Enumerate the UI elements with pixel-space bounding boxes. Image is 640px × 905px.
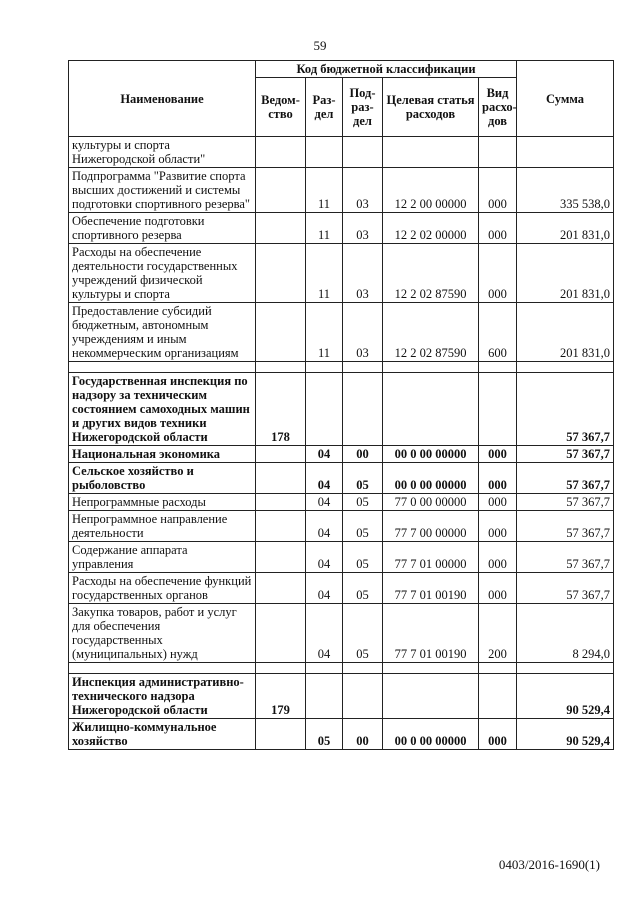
row-vedomstvo (256, 303, 306, 362)
budget-table (68, 60, 614, 750)
row-celevaya: 00 0 00 00000 (383, 719, 479, 750)
row-razdel: 11 (306, 244, 343, 303)
row-sum: 57 367,7 (517, 573, 614, 604)
row-name: Закупка товаров, работ и услуг для обеспечения государственных (муниципальных) нужд (69, 604, 256, 663)
row-celevaya (383, 674, 479, 719)
row-celevaya: 77 7 01 00190 (383, 604, 479, 663)
table-row (69, 573, 614, 604)
row-vid (479, 137, 517, 168)
row-celevaya: 12 2 02 87590 (383, 244, 479, 303)
table-row (69, 137, 614, 168)
row-podrazdel: 05 (343, 511, 383, 542)
row-vid: 000 (479, 168, 517, 213)
spacer-cell (517, 362, 614, 373)
row-sum: 90 529,4 (517, 674, 614, 719)
row-vedomstvo: 179 (256, 674, 306, 719)
row-vedomstvo: 178 (256, 373, 306, 446)
row-sum (517, 137, 614, 168)
row-razdel: 04 (306, 511, 343, 542)
row-razdel: 11 (306, 303, 343, 362)
row-vid (479, 674, 517, 719)
row-vedomstvo (256, 463, 306, 494)
row-celevaya: 00 0 00 00000 (383, 463, 479, 494)
row-podrazdel: 03 (343, 213, 383, 244)
row-sum: 335 538,0 (517, 168, 614, 213)
header-code-group: Код бюджетной классификации (256, 61, 517, 78)
row-vedomstvo (256, 168, 306, 213)
row-name: Сельское хозяйство и рыболовство (69, 463, 256, 494)
spacer-cell (383, 663, 479, 674)
spacer-cell (343, 663, 383, 674)
row-vid: 000 (479, 542, 517, 573)
table-row (69, 446, 614, 463)
row-razdel: 11 (306, 168, 343, 213)
row-celevaya: 77 7 01 00190 (383, 573, 479, 604)
row-vid: 000 (479, 494, 517, 511)
row-razdel (306, 373, 343, 446)
spacer-row (69, 362, 614, 373)
spacer-cell (306, 362, 343, 373)
header-celevaya: Целевая статья расходов (383, 78, 479, 137)
row-vedomstvo (256, 446, 306, 463)
row-name: Национальная экономика (69, 446, 256, 463)
row-celevaya: 00 0 00 00000 (383, 446, 479, 463)
row-vid: 000 (479, 213, 517, 244)
table-row (69, 303, 614, 362)
row-podrazdel (343, 373, 383, 446)
row-sum: 57 367,7 (517, 373, 614, 446)
row-vedomstvo (256, 511, 306, 542)
header-razdel: Раз-дел (306, 78, 343, 137)
header-name: Наименование (69, 61, 256, 137)
row-podrazdel (343, 137, 383, 168)
row-razdel: 05 (306, 719, 343, 750)
row-vid: 000 (479, 463, 517, 494)
spacer-cell (256, 663, 306, 674)
row-sum: 90 529,4 (517, 719, 614, 750)
spacer-cell (479, 663, 517, 674)
row-name: Содержание аппарата управления (69, 542, 256, 573)
row-vid: 000 (479, 244, 517, 303)
row-podrazdel (343, 674, 383, 719)
row-podrazdel: 05 (343, 604, 383, 663)
row-razdel: 04 (306, 604, 343, 663)
row-celevaya: 77 0 00 00000 (383, 494, 479, 511)
row-podrazdel: 00 (343, 719, 383, 750)
row-vid: 000 (479, 719, 517, 750)
row-name: Расходы на обеспечение функций государственных органов (69, 573, 256, 604)
spacer-cell (69, 362, 256, 373)
row-vedomstvo (256, 542, 306, 573)
row-name: Обеспечение подготовки спортивного резерва (69, 213, 256, 244)
row-vedomstvo (256, 137, 306, 168)
row-name: Расходы на обеспечение деятельности государственных учреждений физической культуры и спорта (69, 244, 256, 303)
row-sum: 201 831,0 (517, 244, 614, 303)
row-sum: 8 294,0 (517, 604, 614, 663)
spacer-cell (306, 663, 343, 674)
row-name: Непрограммное направление деятельности (69, 511, 256, 542)
row-vedomstvo (256, 719, 306, 750)
row-razdel (306, 137, 343, 168)
row-podrazdel: 05 (343, 542, 383, 573)
spacer-cell (343, 362, 383, 373)
header-podrazdel: Под-раз-дел (343, 78, 383, 137)
table-row (69, 463, 614, 494)
table-row (69, 719, 614, 750)
row-celevaya: 77 7 01 00000 (383, 542, 479, 573)
row-razdel: 04 (306, 446, 343, 463)
table-row (69, 511, 614, 542)
table-row (69, 168, 614, 213)
table-row (69, 604, 614, 663)
row-vedomstvo (256, 604, 306, 663)
row-name: Жилищно-коммунальное хозяйство (69, 719, 256, 750)
row-celevaya (383, 373, 479, 446)
row-sum: 201 831,0 (517, 213, 614, 244)
row-vedomstvo (256, 244, 306, 303)
row-vedomstvo (256, 573, 306, 604)
spacer-row (69, 663, 614, 674)
row-razdel: 04 (306, 542, 343, 573)
table-row (69, 674, 614, 719)
row-vid: 000 (479, 573, 517, 604)
row-name: культуры и спорта Нижегородской области" (69, 137, 256, 168)
row-name: Инспекция административно-технического надзора Нижегородской области (69, 674, 256, 719)
row-podrazdel: 05 (343, 573, 383, 604)
row-name: Предоставление субсидий бюджетным, автономным учреждениям и иным некоммерческим организациям (69, 303, 256, 362)
header-vedomstvo: Ведом-ство (256, 78, 306, 137)
table-row (69, 244, 614, 303)
table-row (69, 542, 614, 573)
table-row (69, 373, 614, 446)
row-name: Подпрограмма "Развитие спорта высших достижений и системы подготовки спортивного резерва" (69, 168, 256, 213)
row-razdel: 04 (306, 494, 343, 511)
row-sum: 201 831,0 (517, 303, 614, 362)
row-podrazdel: 03 (343, 303, 383, 362)
header-sum: Сумма (517, 61, 614, 137)
row-vid: 200 (479, 604, 517, 663)
row-sum: 57 367,7 (517, 542, 614, 573)
row-vid: 000 (479, 511, 517, 542)
row-sum: 57 367,7 (517, 463, 614, 494)
row-celevaya: 12 2 02 00000 (383, 213, 479, 244)
row-vid: 000 (479, 446, 517, 463)
row-name: Государственная инспекция по надзору за техническим состоянием самоходных машин и других видов техники Нижегородской области (69, 373, 256, 446)
row-razdel: 11 (306, 213, 343, 244)
spacer-cell (69, 663, 256, 674)
row-celevaya (383, 137, 479, 168)
row-sum: 57 367,7 (517, 511, 614, 542)
table-row (69, 213, 614, 244)
spacer-cell (479, 362, 517, 373)
row-podrazdel: 03 (343, 168, 383, 213)
table-body (69, 137, 614, 750)
row-razdel: 04 (306, 573, 343, 604)
row-razdel (306, 674, 343, 719)
table-row (69, 494, 614, 511)
spacer-cell (517, 663, 614, 674)
row-celevaya: 12 2 02 87590 (383, 303, 479, 362)
row-vedomstvo (256, 213, 306, 244)
row-podrazdel: 00 (343, 446, 383, 463)
row-celevaya: 12 2 00 00000 (383, 168, 479, 213)
row-podrazdel: 05 (343, 494, 383, 511)
row-vid: 600 (479, 303, 517, 362)
spacer-cell (383, 362, 479, 373)
spacer-cell (256, 362, 306, 373)
row-razdel: 04 (306, 463, 343, 494)
row-name: Непрограммные расходы (69, 494, 256, 511)
header-vid: Вид расхо-дов (479, 78, 517, 137)
row-sum: 57 367,7 (517, 494, 614, 511)
row-celevaya: 77 7 00 00000 (383, 511, 479, 542)
row-sum: 57 367,7 (517, 446, 614, 463)
page-number: 59 (313, 38, 327, 53)
document-code: 0403/2016-1690(1) (498, 857, 600, 872)
row-vedomstvo (256, 494, 306, 511)
row-podrazdel: 03 (343, 244, 383, 303)
row-podrazdel: 05 (343, 463, 383, 494)
row-vid (479, 373, 517, 446)
